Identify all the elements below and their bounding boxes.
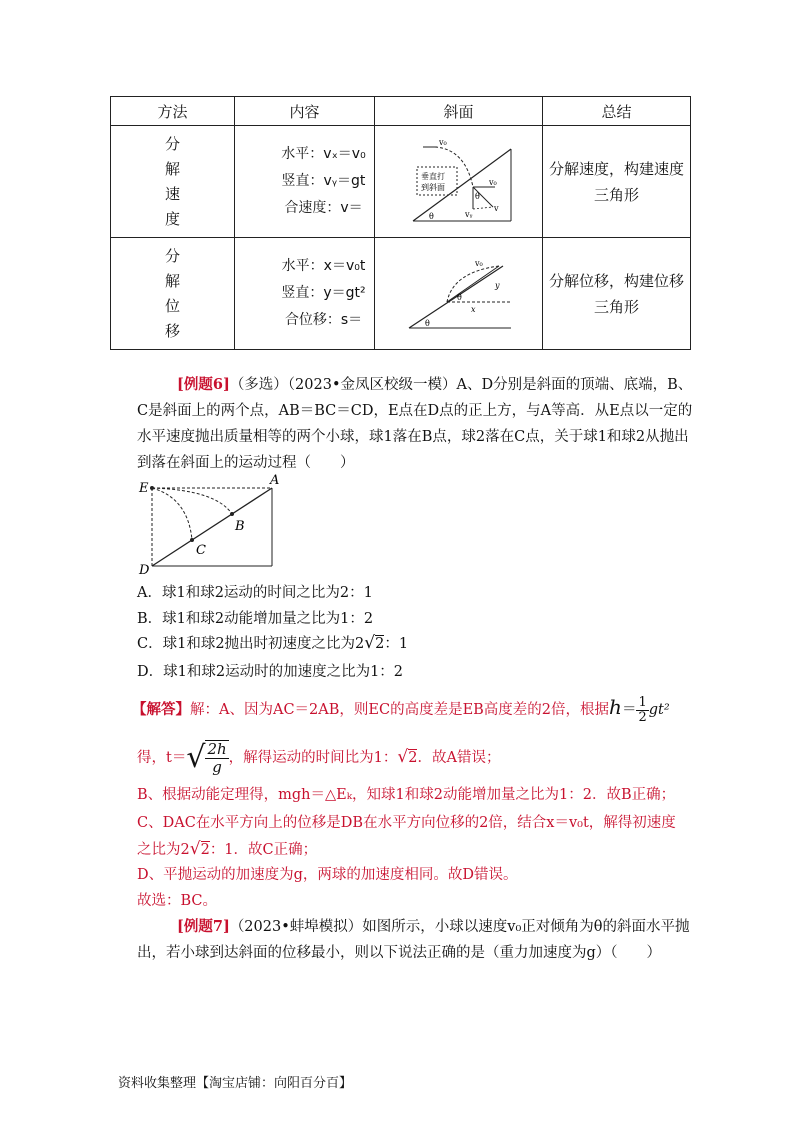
method-cell (111, 126, 235, 238)
incline-diagram-cell (375, 126, 543, 238)
answer-ratio-prefix: 之比为2 (137, 842, 190, 858)
label-theta-mid: θ (456, 292, 462, 302)
method-char: 解 (164, 271, 180, 290)
table-header-row (111, 97, 691, 126)
option-C (137, 632, 408, 653)
answer-text: 解：A、因为AC＝2AB，则EC的高度差是EB高度差的2倍，根据 (190, 702, 610, 718)
sqrt-den: g (212, 758, 222, 776)
option-C-radicand: 2 (375, 636, 385, 652)
example6-label: [例题6] (177, 376, 230, 393)
formula-gt: gt² (648, 702, 670, 718)
header-method: 方法 (111, 97, 235, 126)
method-char: 解 (164, 159, 180, 178)
sqrt-icon: √ (364, 633, 376, 653)
example7-label: [例题7] (177, 918, 230, 935)
fig-label-A: A (270, 473, 280, 488)
answer-c-correct: ：1．故C正确； (209, 842, 318, 858)
content-line: 竖直：vᵧ＝gt (281, 173, 366, 189)
sqrt-icon: √ (186, 740, 206, 775)
answer-line-7: 故选：BC。 (137, 893, 218, 909)
header-content: 内容 (235, 97, 375, 126)
formula-eq: ＝ (621, 702, 637, 718)
content-line: 水平：x＝v₀t (281, 258, 366, 274)
method-char: 分 (164, 246, 180, 265)
answer-line-6: D、平抛运动的加速度为g，两球的加速度相同。故D错误。 (137, 867, 518, 883)
fig-label-C: C (196, 543, 206, 558)
content-cell (235, 238, 375, 350)
label-box-line1: 垂直打 (420, 171, 445, 181)
label-v0: v₀ (474, 258, 483, 268)
incline-diagram-cell (375, 238, 543, 350)
summary-cell (543, 238, 691, 350)
summary-line: 分解速度，构建速度 (548, 159, 684, 178)
label-v0-top: v₀ (438, 137, 447, 147)
answer-label: 【解答】 (132, 701, 190, 718)
content-cell (235, 126, 375, 238)
fig-label-E: E (139, 481, 149, 496)
sqrt-num: 2h (207, 740, 227, 758)
example7-question (137, 914, 697, 966)
frac-num: 1 (638, 694, 647, 710)
answer-time-ratio: ，解得运动的时间比为1： (228, 750, 398, 766)
sqrt-formula (186, 740, 228, 776)
footer-source: 资料收集整理【淘宝店铺：向阳百分百】 (118, 1076, 353, 1091)
example6-text: （多选）（2023•金凤区校级一模）A、D分别是斜面的顶端、底端，B、C是斜面上的两个点，AB＝BC＝CD，E点在D点的正上方，与A等高．从E点以一定的水平速度抛出质量相等的两个小球，球1落在B点，球2落在C点，关于球1和球2从抛出到落在斜面上的运动过程（ ） (137, 377, 693, 471)
label-v0-right: v₀ (488, 177, 497, 187)
frac-den: 2 (638, 709, 647, 725)
summary-line: 三角形 (593, 297, 639, 316)
label-y: y (494, 280, 500, 290)
formula-h: h (609, 695, 622, 719)
table-row (111, 238, 691, 350)
table-row (111, 126, 691, 238)
sqrt-icon: √ (189, 839, 201, 859)
option-C-suffix: ：1 (384, 636, 409, 652)
answer-line-4: C、DAC在水平方向上的位移是DB在水平方向位移的2倍，结合x＝v₀t，解得初速度 (137, 815, 676, 831)
fig-label-D: D (139, 563, 150, 576)
header-summary: 总结 (543, 97, 691, 126)
header-incline: 斜面 (375, 97, 543, 126)
label-theta-bottom: θ (428, 211, 434, 221)
option-C-prefix: C．球1和球2抛出时初速度之比为2 (137, 636, 365, 652)
answer-line-1 (132, 694, 692, 725)
example6-question (137, 372, 697, 476)
label-box-line2: 到斜面 (420, 182, 445, 192)
formula-fraction (636, 696, 648, 725)
answer-a-wrong: ．故A错误； (417, 750, 501, 766)
example6-figure (136, 472, 286, 576)
fig-label-B: B (235, 519, 245, 534)
sqrt-icon: √ (397, 747, 409, 767)
label-vy: vᵧ (464, 209, 473, 219)
method-char: 位 (164, 296, 180, 315)
method-char: 移 (164, 321, 180, 340)
example7-text: （2023•蚌埠模拟）如图所示，小球以速度v₀正对倾角为θ的斜面水平抛出，若小球到达斜面的位移最小，则以下说法正确的是（重力加速度为g）（ ） (137, 919, 690, 961)
label-theta-mid: θ (474, 191, 480, 201)
content-line: 竖直：y＝gt² (281, 285, 366, 301)
answer-ratio-radicand: 2 (200, 842, 210, 858)
answer-ratio-radicand: 2 (408, 750, 418, 766)
option-B: B．球1和球2动能增加量之比为1：2 (137, 611, 374, 627)
label-x: x (470, 304, 476, 314)
method-char: 速 (164, 184, 180, 203)
option-D: D．球1和球2运动时的加速度之比为1：2 (137, 664, 404, 680)
velocity-diagram (399, 135, 519, 229)
summary-cell (543, 126, 691, 238)
label-v: v (493, 203, 499, 213)
method-char: 度 (164, 209, 180, 228)
content-line: 水平：vₓ＝v₀ (281, 146, 366, 162)
summary-line: 分解位移，构建位移 (548, 271, 684, 290)
answer-line-3: B、根据动能定理得，mgh＝△Eₖ，知球1和球2动能增加量之比为1：2．故B正确； (137, 787, 676, 803)
answer-t-prefix: 得，t＝ (137, 750, 187, 766)
method-char: 分 (164, 134, 180, 153)
answer-line-2 (137, 740, 697, 776)
content-line: 合速度：v＝ (284, 200, 363, 216)
method-table (110, 96, 691, 350)
answer-line-5 (137, 836, 697, 863)
method-cell (111, 238, 235, 350)
content-line: 合位移：s＝ (284, 312, 363, 328)
summary-line: 三角形 (593, 185, 639, 204)
option-A: A．球1和球2运动的时间之比为2：1 (137, 585, 373, 601)
displacement-diagram (399, 252, 519, 336)
label-theta-bottom: θ (424, 318, 430, 328)
